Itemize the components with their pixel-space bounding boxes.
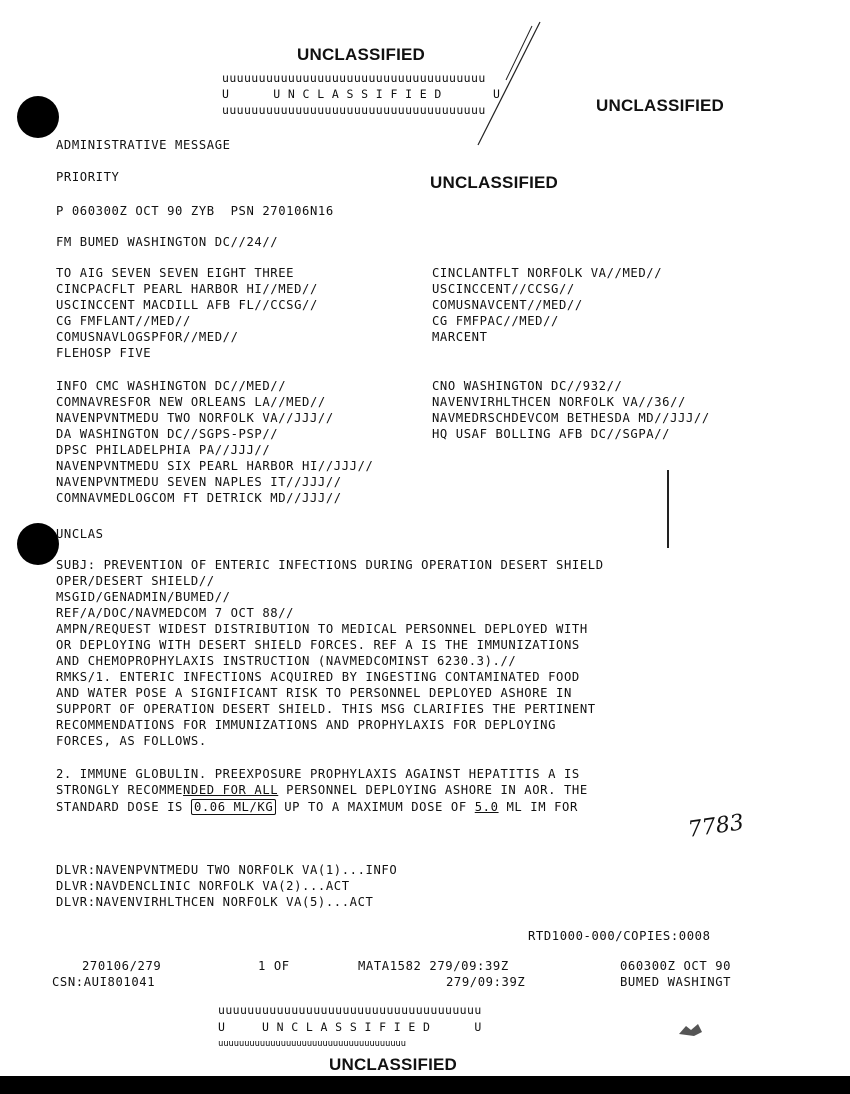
info-left-line: NAVENPVNTMEDU SEVEN NAPLES IT//JJJ// xyxy=(56,475,342,489)
footer-mata: MATA1582 279/09:39Z xyxy=(358,959,509,973)
scan-border-bottom xyxy=(0,1076,850,1094)
body-line: REF/A/DOC/NAVMEDCOM 7 OCT 88// xyxy=(56,606,295,620)
banner-bottom-line3: uuuuuuuuuuuuuuuuuuuuuuuuuuuuuuuuuuuu xyxy=(218,1039,406,1049)
info-right-line: NAVENVIRHLTHCEN NORFOLK VA//36// xyxy=(432,395,686,409)
to-left-line: COMUSNAVLOGSPFOR//MED// xyxy=(56,330,239,344)
max-dose-underlined: 5.0 xyxy=(474,800,499,814)
to-right-line: CG FMFPAC//MED// xyxy=(432,314,559,328)
punch-hole-top xyxy=(17,96,59,138)
footer-time2: 279/09:39Z xyxy=(446,975,526,989)
body-line: SUPPORT OF OPERATION DESERT SHIELD. THIS MSG CLARIFIES THE PERTINENT xyxy=(56,702,596,716)
to-right-line: USCINCCENT//CCSG// xyxy=(432,282,575,296)
para2-line2-a: STRONGLY RECOMME xyxy=(56,783,183,797)
banner-top-line1: uuuuuuuuuuuuuuuuuuuuuuuuuuuuuuuuuuuu xyxy=(222,71,486,85)
body-line: AMPN/REQUEST WIDEST DISTRIBUTION TO MEDICAL PERSONNEL DEPLOYED WITH xyxy=(56,622,588,636)
to-left-line: FLEHOSP FIVE xyxy=(56,346,152,360)
para2-line3-b: UP TO A MAXIMUM DOSE OF xyxy=(276,800,475,814)
to-left-line: TO AIG SEVEN SEVEN EIGHT THREE xyxy=(56,266,295,280)
para2-line3 xyxy=(56,799,578,816)
to-left-line: USCINCCENT MACDILL AFB FL//CCSG// xyxy=(56,298,318,312)
body-line: OPER/DESERT SHIELD// xyxy=(56,574,215,588)
para2-line2-c: PERSONNEL DEPLOYING ASHORE IN AOR. THE xyxy=(278,783,588,797)
info-left-line: COMNAVRESFOR NEW ORLEANS LA//MED// xyxy=(56,395,326,409)
body-line: OR DEPLOYING WITH DESERT SHIELD FORCES. REF A IS THE IMMUNIZATIONS xyxy=(56,638,580,652)
dtg-line: P 060300Z OCT 90 ZYB PSN 270106N16 xyxy=(56,204,334,218)
info-left-line: DA WASHINGTON DC//SGPS-PSP// xyxy=(56,427,279,441)
info-right-line: NAVMEDRSCHDEVCOM BETHESDA MD//JJJ// xyxy=(432,411,710,425)
info-right-line: CNO WASHINGTON DC//932// xyxy=(432,379,623,393)
scan-smudge xyxy=(676,1020,706,1040)
footer-csn: CSN:AUI801041 xyxy=(52,975,156,989)
pen-mark xyxy=(470,20,550,150)
to-right-line: MARCENT xyxy=(432,330,488,344)
to-left-line: CG FMFLANT//MED// xyxy=(56,314,191,328)
classification-stamp-right: UNCLASSIFIED xyxy=(596,96,725,115)
footer-dtg: 060300Z OCT 90 xyxy=(620,959,732,973)
para2-line3-c: ML IM FOR xyxy=(498,800,578,814)
footer-originator: BUMED WASHINGT xyxy=(620,975,732,989)
to-right-line: CINCLANTFLT NORFOLK VA//MED// xyxy=(432,266,663,280)
banner-bottom-line2: U U N C L A S S I F I E D U xyxy=(218,1020,482,1034)
banner-bottom-line1: uuuuuuuuuuuuuuuuuuuuuuuuuuuuuuuuuuuu xyxy=(218,1003,482,1017)
classification-stamp-middle: UNCLASSIFIED xyxy=(430,173,559,192)
precedence: PRIORITY xyxy=(56,170,120,184)
body-line: AND CHEMOPROPHYLAXIS INSTRUCTION (NAVMEDCOMINST 6230.3).// xyxy=(56,654,517,668)
para2-line2 xyxy=(56,782,588,799)
dose-box: 0.06 ML/KG xyxy=(191,799,276,815)
unclas-label: UNCLAS xyxy=(56,527,104,541)
punch-hole-middle xyxy=(17,523,59,565)
info-left-line: NAVENPVNTMEDU TWO NORFOLK VA//JJJ// xyxy=(56,411,334,425)
delivery-line: DLVR:NAVENPVNTMEDU TWO NORFOLK VA(1)...INFO xyxy=(56,863,398,877)
body-line: AND WATER POSE A SIGNIFICANT RISK TO PERSONNEL DEPLOYED ASHORE IN xyxy=(56,686,572,700)
info-left-line: DPSC PHILADELPHIA PA//JJJ// xyxy=(56,443,271,457)
delivery-line: DLVR:NAVDENCLINIC NORFOLK VA(2)...ACT xyxy=(56,879,350,893)
body-line: FORCES, AS FOLLOWS. xyxy=(56,734,207,748)
body-line: RECOMMENDATIONS FOR IMMUNIZATIONS AND PROPHYLAXIS FOR DEPLOYING xyxy=(56,718,557,732)
info-left-line: NAVENPVNTMEDU SIX PEARL HARBOR HI//JJJ// xyxy=(56,459,374,473)
classification-stamp-top: UNCLASSIFIED xyxy=(297,45,426,64)
message-type: ADMINISTRATIVE MESSAGE xyxy=(56,138,231,152)
body-line: MSGID/GENADMIN/BUMED// xyxy=(56,590,231,604)
delivery-line: DLVR:NAVENVIRHLTHCEN NORFOLK VA(5)...ACT xyxy=(56,895,374,909)
body-line: SUBJ: PREVENTION OF ENTERIC INFECTIONS DURING OPERATION DESERT SHIELD xyxy=(56,558,604,572)
info-left-line: INFO CMC WASHINGTON DC//MED// xyxy=(56,379,287,393)
to-left-line: CINCPACFLT PEARL HARBOR HI//MED// xyxy=(56,282,318,296)
footer-page: 1 OF xyxy=(258,959,290,973)
para2-line1: 2. IMMUNE GLOBULIN. PREEXPOSURE PROPHYLAXIS AGAINST HEPATITIS A IS xyxy=(56,767,580,781)
body-line: RMKS/1. ENTERIC INFECTIONS ACQUIRED BY INGESTING CONTAMINATED FOOD xyxy=(56,670,580,684)
classification-stamp-bottom: UNCLASSIFIED xyxy=(329,1055,458,1074)
to-right-line: COMUSNAVCENT//MED// xyxy=(432,298,583,312)
para2-line2-underlined: NDED FOR ALL xyxy=(183,783,279,797)
footer-ref: 270106/279 xyxy=(82,959,162,973)
routing-line: RTD1000-000/COPIES:0008 xyxy=(528,929,711,943)
banner-top-line2: U U N C L A S S I F I E D U xyxy=(222,87,501,101)
banner-top-line3: uuuuuuuuuuuuuuuuuuuuuuuuuuuuuuuuuuuu xyxy=(222,103,486,117)
handwritten-number: 7783 xyxy=(686,810,746,843)
info-right-line: HQ USAF BOLLING AFB DC//SGPA// xyxy=(432,427,671,441)
para2-line3-a: STANDARD DOSE IS xyxy=(56,800,191,814)
pen-vertical-mark xyxy=(667,470,669,548)
from-line: FM BUMED WASHINGTON DC//24// xyxy=(56,235,279,249)
info-left-line: COMNAVMEDLOGCOM FT DETRICK MD//JJJ// xyxy=(56,491,342,505)
